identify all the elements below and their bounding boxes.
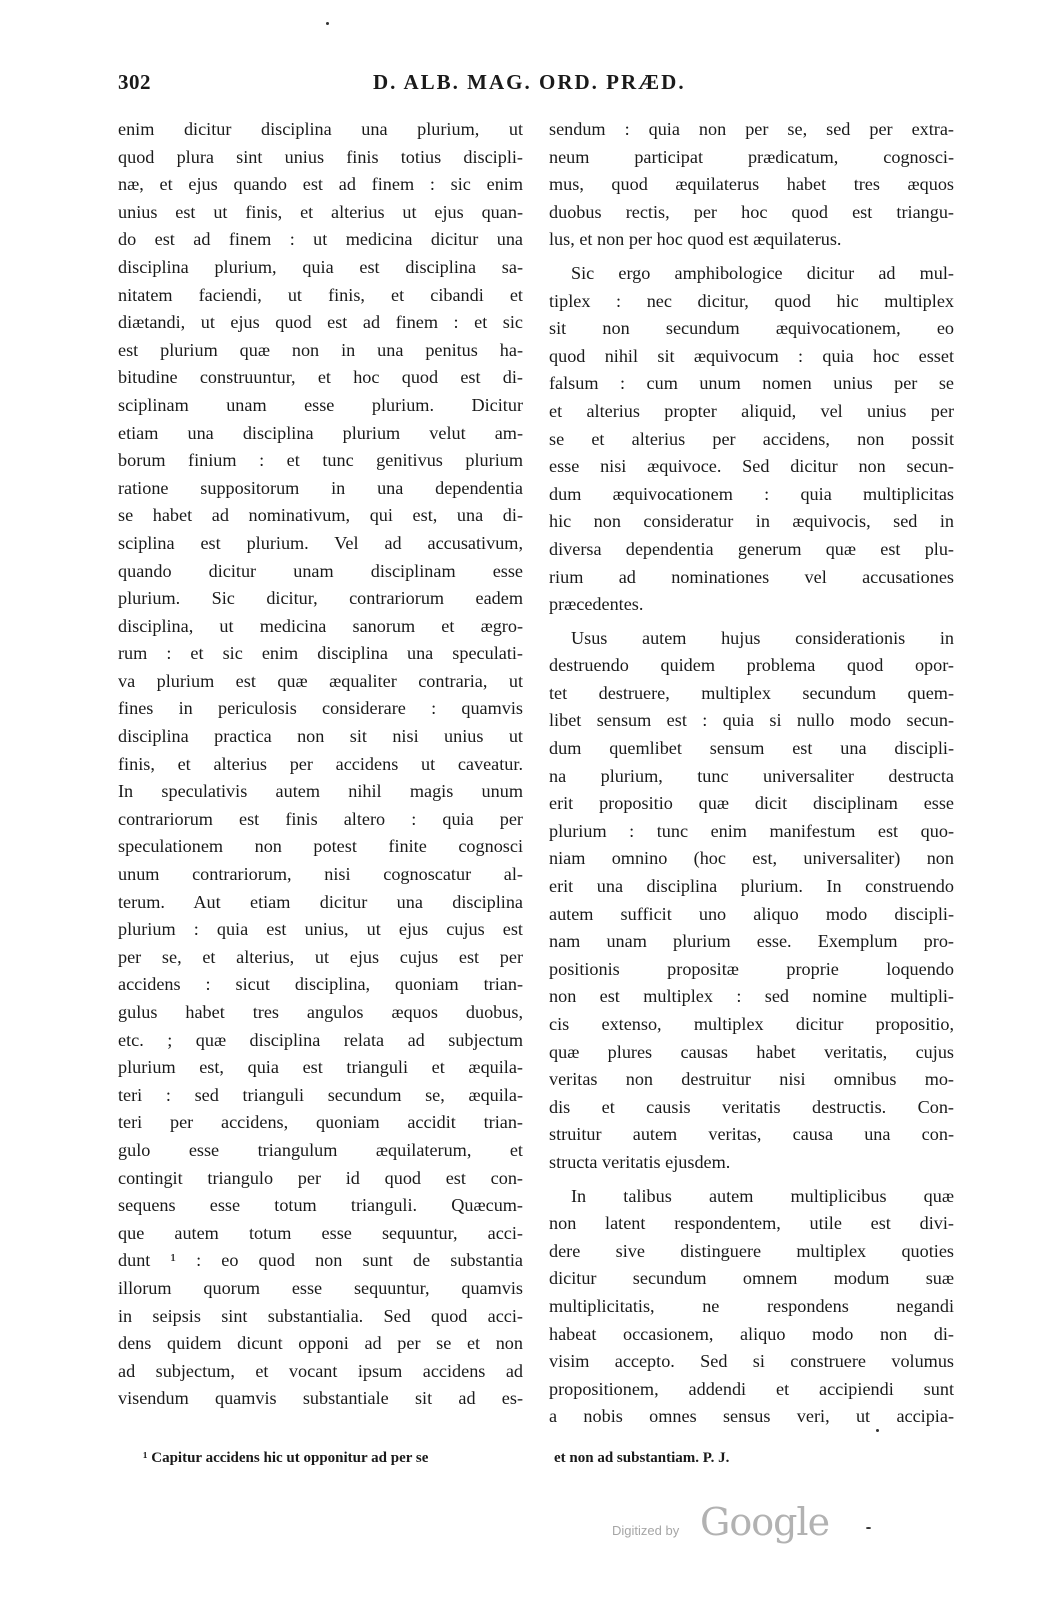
text-line: dicitur secundum omnem modum suæ: [549, 1268, 954, 1289]
text-line: habeat occasionem, aliquo modo non di-: [549, 1323, 954, 1344]
text-line: esse nisi æquivoce. Sed dicitur non secun-: [549, 456, 954, 477]
digitized-watermark: [612, 1500, 882, 1550]
text-line: præcedentes.: [549, 594, 644, 615]
text-line: quæ plures causas habet veritatis, cujus: [549, 1041, 954, 1062]
text-line: duobus rectis, per hoc quod est triangu-: [549, 201, 954, 222]
text-line: rum : et sic enim disciplina una speculati-: [118, 643, 523, 664]
text-line: va plurium est quæ æqualiter contraria, ut: [118, 670, 523, 691]
text-line: positionis propositæ proprie loquendo: [549, 958, 954, 979]
text-line: In talibus autem multiplicibus quæ: [571, 1185, 954, 1206]
text-line: teri : sed trianguli secundum se, æquila-: [118, 1084, 523, 1105]
text-line: struitur autem veritas, causa una con-: [549, 1124, 954, 1145]
text-line: non latent respondentem, utile est divi-: [549, 1213, 954, 1234]
text-line: erit propositio quæ dicit disciplinam esse: [549, 793, 954, 814]
running-head: D. ALB. MAG. ORD. PRÆD.: [373, 70, 686, 94]
text-line: accidens : sicut disciplina, quoniam trian-: [118, 974, 523, 995]
text-line: nitatem faciendi, ut finis, et cibandi et: [118, 284, 523, 305]
text-line: propositionem, addendi et accipiendi sunt: [549, 1378, 954, 1399]
text-line: gulo esse triangulum æquilaterum, et: [118, 1139, 523, 1160]
text-line: quod plura sint unius finis totius discipli-: [118, 146, 523, 167]
text-line: contingit triangulo per id quod est con-: [118, 1167, 523, 1188]
text-line: diversa dependentia generum quæ est plu-: [549, 538, 954, 559]
text-line: dunt ¹ : eo quod non sunt de substantia: [118, 1250, 523, 1271]
page-number: 302: [118, 70, 151, 94]
text-line: disciplina, ut medicina sanorum et ægro-: [118, 615, 523, 636]
text-line: structa veritatis ejusdem.: [549, 1151, 731, 1172]
text-line: cis extenso, multiplex dicitur propositio,: [549, 1014, 954, 1034]
text-line: autem sufficit uno aliquo modo discipli-: [549, 903, 954, 924]
text-line: et alterius propter aliquid, vel unius per: [549, 400, 954, 421]
text-line: hic non consideratur in æquivocis, sed in: [549, 511, 954, 532]
text-line: multiplicitatis, ne respondens negandi: [549, 1295, 954, 1316]
text-line: sciplinam unam esse plurium. Dicitur: [118, 394, 523, 415]
text-line: borum finium : et tunc genitivus plurium: [118, 450, 523, 471]
text-line: lus, et non per hoc quod est æquilaterus.: [549, 229, 842, 250]
text-line: in seipsis sint substantialia. Sed quod acci-: [118, 1305, 523, 1326]
text-line: quando dicitur unam disciplinam esse: [118, 560, 523, 581]
text-line: næ, et ejus quando est ad finem : sic enim: [118, 174, 523, 195]
text-column-right: [549, 116, 954, 1431]
text-line: In speculativis autem nihil magis unum: [118, 781, 523, 802]
text-line: sendum : quia non per se, sed per extra-: [549, 119, 954, 139]
text-line: etc. ; quæ disciplina relata ad subjectum: [118, 1029, 523, 1050]
text-line: est plurium quæ non in una penitus ha-: [118, 339, 523, 360]
text-line: illorum quorum esse sequuntur, quamvis: [118, 1277, 523, 1298]
text-line: erit una disciplina plurium. In construendo: [549, 876, 954, 897]
text-line: plurium : tunc enim manifestum est quo-: [549, 820, 954, 841]
text-line: speculationem non potest finite cognosci: [118, 836, 523, 857]
text-line: tiplex : nec dicitur, quod hic multiplex: [549, 290, 954, 311]
page-header: [118, 70, 950, 100]
text-line: ad subjectum, et vocant ipsum accidens ad: [118, 1360, 523, 1381]
text-line: dens quidem dicunt opponi ad per se et non: [118, 1333, 523, 1354]
text-line: falsum : cum unum nomen unius per se: [549, 373, 954, 394]
text-line: se et alterius per accidens, non possit: [549, 428, 954, 449]
text-line: na plurium, tunc universaliter destructa: [549, 765, 954, 786]
text-line: plurium. Sic dicitur, contrariorum eadem: [118, 588, 523, 609]
text-line: fines in periculosis considerare : quamvis: [118, 698, 523, 719]
footnote-right: et non ad substantiam. P. J.: [554, 1450, 730, 1466]
text-line: ratione suppositorum in una dependentia: [118, 477, 523, 498]
text-line: dum quemlibet sensum est una discipli-: [549, 738, 954, 759]
text-line: sequens esse totum trianguli. Quæcum-: [118, 1195, 523, 1216]
text-line: per se, et alterius, ut ejus cujus est per: [118, 946, 523, 967]
text-line: quod nihil sit æquivocum : quia hoc esset: [549, 345, 954, 366]
text-line: visim accepto. Sed si construere volumus: [549, 1351, 954, 1372]
page-speck: [326, 22, 329, 25]
digitized-by-text: Digitized by: [612, 1523, 680, 1538]
text-line: sit non secundum æquivocationem, eo: [549, 318, 954, 339]
text-line: dis et causis veritatis destructis. Con-: [549, 1096, 954, 1117]
text-line: diætandi, ut ejus quod est ad finem : et sic: [118, 312, 523, 333]
text-line: dum æquivocationem : quia multiplicitas: [549, 483, 954, 504]
text-line: etiam una disciplina plurium velut am-: [118, 422, 523, 443]
text-line: non est multiplex : sed nomine multipli-: [549, 986, 954, 1007]
text-line: visendum quamvis substantiale sit ad es-: [118, 1388, 523, 1409]
text-line: finis, et alterius per accidens ut caveatur.: [118, 753, 523, 774]
text-line: contrariorum est finis altero : quia per: [118, 808, 523, 829]
text-column-left: [118, 116, 523, 1413]
text-line: nam unam plurium esse. Exemplum pro-: [549, 931, 954, 952]
text-line: destruendo quidem problema quod opor-: [549, 655, 954, 676]
text-line: veritas non destruitur nisi omnibus mo-: [549, 1069, 954, 1090]
text-line: que autem totum esse sequuntur, acci-: [118, 1222, 523, 1243]
text-line: a nobis omnes sensus veri, ut accipia-: [549, 1406, 954, 1427]
text-line: plurium : quia est unius, ut ejus cujus est: [118, 919, 523, 940]
text-line: tet destruere, multiplex secundum quem-: [549, 682, 954, 703]
text-line: terum. Aut etiam dicitur una disciplina: [118, 891, 523, 912]
text-line: enim dicitur disciplina una plurium, ut: [118, 119, 523, 139]
text-line: niam omnino (hoc est, universaliter) non: [549, 848, 954, 869]
google-logo: Google: [700, 1500, 830, 1544]
text-line: unius est ut finis, et alterius ut ejus quan-: [118, 201, 523, 222]
text-line: disciplina plurium, quia est disciplina sa-: [118, 256, 523, 277]
text-line: mus, quod æquilaterus habet tres æquos: [549, 174, 954, 195]
text-line: sciplina est plurium. Vel ad accusativum,: [118, 532, 523, 553]
text-line: unum contrariorum, nisi cognoscatur al-: [118, 864, 523, 885]
text-line: bitudine construuntur, et hoc quod est di-: [118, 367, 523, 388]
text-line: disciplina practica non sit nisi unius ut: [118, 726, 523, 747]
text-line: rium ad nominationes vel accusationes: [549, 566, 954, 587]
text-line: teri per accidens, quoniam accidit trian-: [118, 1112, 523, 1133]
text-line: libet sensum est : quia si nullo modo secun-: [549, 710, 954, 731]
text-line: se habet ad nominativum, qui est, una di-: [118, 505, 523, 526]
text-line: dere sive distinguere multiplex quoties: [549, 1240, 954, 1261]
text-line: do est ad finem : ut medicina dicitur una: [118, 229, 523, 250]
text-line: Sic ergo amphibologice dicitur ad mul-: [571, 262, 954, 283]
text-line: plurium est, quia est trianguli et æquila-: [118, 1057, 523, 1078]
text-line: gulus habet tres angulos æquos duobus,: [118, 1002, 523, 1022]
text-line: Usus autem hujus considerationis in: [571, 627, 954, 648]
footnote-left: ¹ Capitur accidens hic ut opponitur ad per se: [143, 1450, 429, 1466]
text-line: neum participat prædicatum, cognosci-: [549, 146, 954, 167]
